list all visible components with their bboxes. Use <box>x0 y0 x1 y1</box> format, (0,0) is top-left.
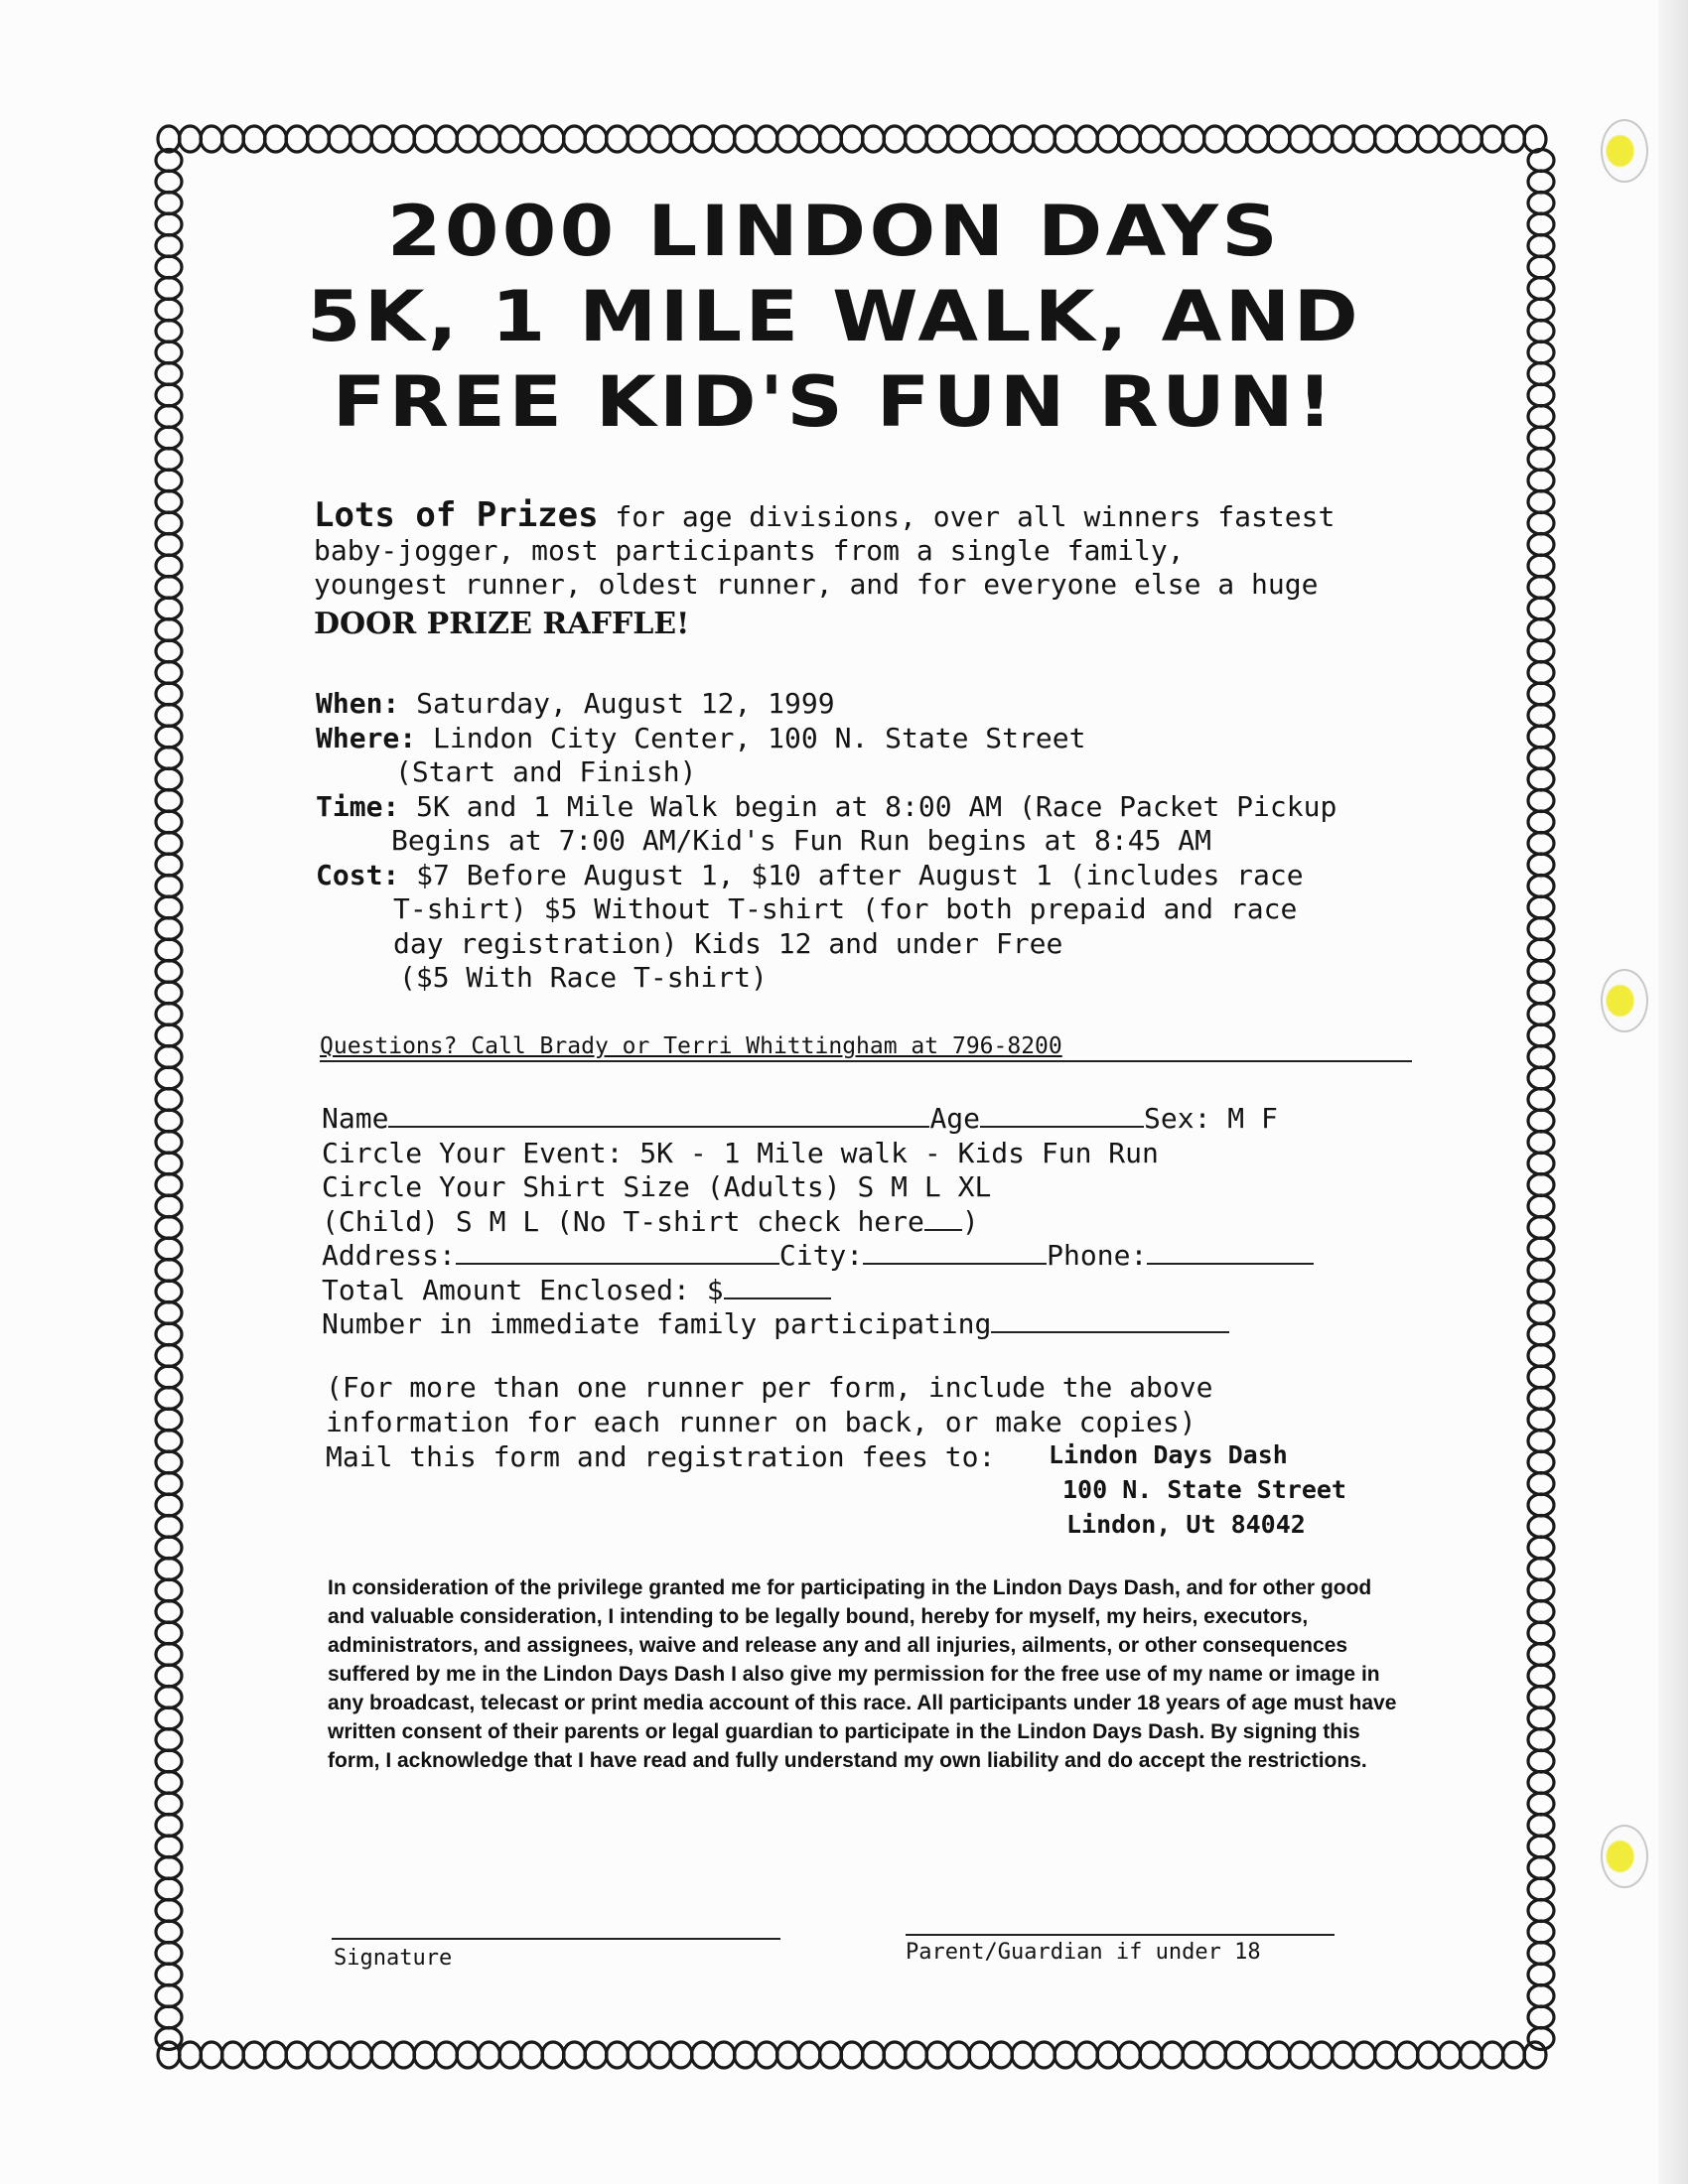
prizes-line-1: for age divisions, over all winners fastest <box>598 500 1336 533</box>
cost-value: $7 Before August 1, $10 after August 1 (includes race <box>399 858 1304 891</box>
city-label: City: <box>778 1239 864 1272</box>
event-choice[interactable]: Circle Your Event: 5K - 1 Mile walk - Kids Fun Run <box>322 1136 1159 1169</box>
questions-text: Questions? Call Brady or Terri Whittingham at 796-8200 <box>320 1033 1062 1059</box>
no-shirt-checkbox[interactable] <box>924 1205 962 1231</box>
cost-value-3: day registration) Kids 12 and under Free <box>393 926 1063 960</box>
mailing-address <box>1049 1437 1346 1542</box>
mail-address-1: Lindon Days Dash <box>1049 1440 1288 1469</box>
event-details <box>316 687 1336 996</box>
mail-line-3: Mail this form and registration fees to: <box>326 1440 996 1473</box>
time-label: Time: <box>316 789 400 823</box>
address-field[interactable] <box>456 1239 779 1265</box>
signature-label: Signature <box>334 1946 453 1971</box>
age-field[interactable] <box>980 1102 1144 1128</box>
age-label: Age <box>929 1102 981 1135</box>
cost-label: Cost: <box>316 858 400 891</box>
total-label: Total Amount Enclosed: $ <box>322 1273 724 1306</box>
door-prize-raffle: DOOR PRIZE RAFFLE! <box>314 607 690 641</box>
guardian-label: Parent/Guardian if under 18 <box>906 1940 1261 1965</box>
prizes-lead: Lots of Prizes <box>314 495 599 535</box>
shirt-size-adults[interactable]: Circle Your Shirt Size (Adults) S M L XL <box>322 1170 992 1203</box>
address-label: Address: <box>322 1239 456 1272</box>
prizes-line-3: youngest runner, oldest runner, and for everyone else a huge <box>314 568 1319 601</box>
phone-label: Phone: <box>1047 1239 1148 1272</box>
cost-value-4: ($5 With Race T-shirt) <box>399 961 768 994</box>
family-field[interactable] <box>991 1307 1229 1333</box>
mail-line-2: information for each runner on back, or make copies) <box>326 1406 1196 1438</box>
family-label: Number in immediate family participating <box>322 1307 992 1340</box>
registration-form <box>322 1102 1314 1342</box>
where-value-2: (Start and Finish) <box>395 755 697 788</box>
cost-value-2: T-shirt) $5 Without T-shirt (for both prepaid and race <box>393 892 1298 925</box>
title-line-3: FREE KID'S FUN RUN! <box>332 361 1336 443</box>
signature-line[interactable] <box>332 1938 780 1940</box>
name-field[interactable] <box>388 1102 929 1128</box>
shirt-child-close: ) <box>961 1204 979 1238</box>
where-value: Lindon City Center, 100 N. State Street <box>416 721 1086 754</box>
prizes-section <box>314 495 1336 641</box>
mail-address-3: Lindon, Ut 84042 <box>1066 1510 1306 1539</box>
questions-line <box>320 1032 1412 1062</box>
guardian-signature-line[interactable] <box>906 1934 1335 1936</box>
city-field[interactable] <box>863 1239 1047 1265</box>
name-label: Name <box>322 1102 389 1135</box>
mail-address-2: 100 N. State Street <box>1062 1475 1346 1504</box>
liability-waiver: In consideration of the privilege granted me for participating in the Lindon Days Dash, and for other good and valuable consideration, I intending to be legally bound, hereby for myself, my heirs, executors, administrators, and assignees, waive and release any and all injuries, ailments, or other consequences suffered by me in the Lindon Days Dash I also give my permission for the free use of my name or image in any broadcast, telecast or print media account of this race. All participants under 18 years of age must have written consent of their parents or legal guardian to participate in the Lindon Days Dash. By signing this form, I acknowledge that I have read and fully understand my own liability and do accept the restrictions. <box>328 1576 1397 1772</box>
time-value: 5K and 1 Mile Walk begin at 8:00 AM (Race Packet Pickup <box>399 789 1337 823</box>
flyer-title <box>89 189 1580 445</box>
when-label: When: <box>316 687 400 720</box>
sex-label: Sex: M F <box>1144 1102 1278 1135</box>
total-field[interactable] <box>724 1274 831 1299</box>
prizes-line-2: baby-jogger, most participants from a single family, <box>314 534 1185 567</box>
phone-field[interactable] <box>1147 1239 1314 1265</box>
time-value-2: Begins at 7:00 AM/Kid's Fun Run begins at 8:45 AM <box>391 824 1212 857</box>
title-line-2: 5K, 1 MILE WALK, AND <box>306 276 1362 357</box>
where-label: Where: <box>316 721 417 754</box>
mail-line-1: (For more than one runner per form, include the above <box>326 1371 1213 1404</box>
shirt-size-child[interactable]: (Child) S M L (No T-shirt check here <box>322 1204 924 1238</box>
title-line-1: 2000 LINDON DAYS <box>386 191 1282 272</box>
when-value: Saturday, August 12, 1999 <box>399 687 835 720</box>
